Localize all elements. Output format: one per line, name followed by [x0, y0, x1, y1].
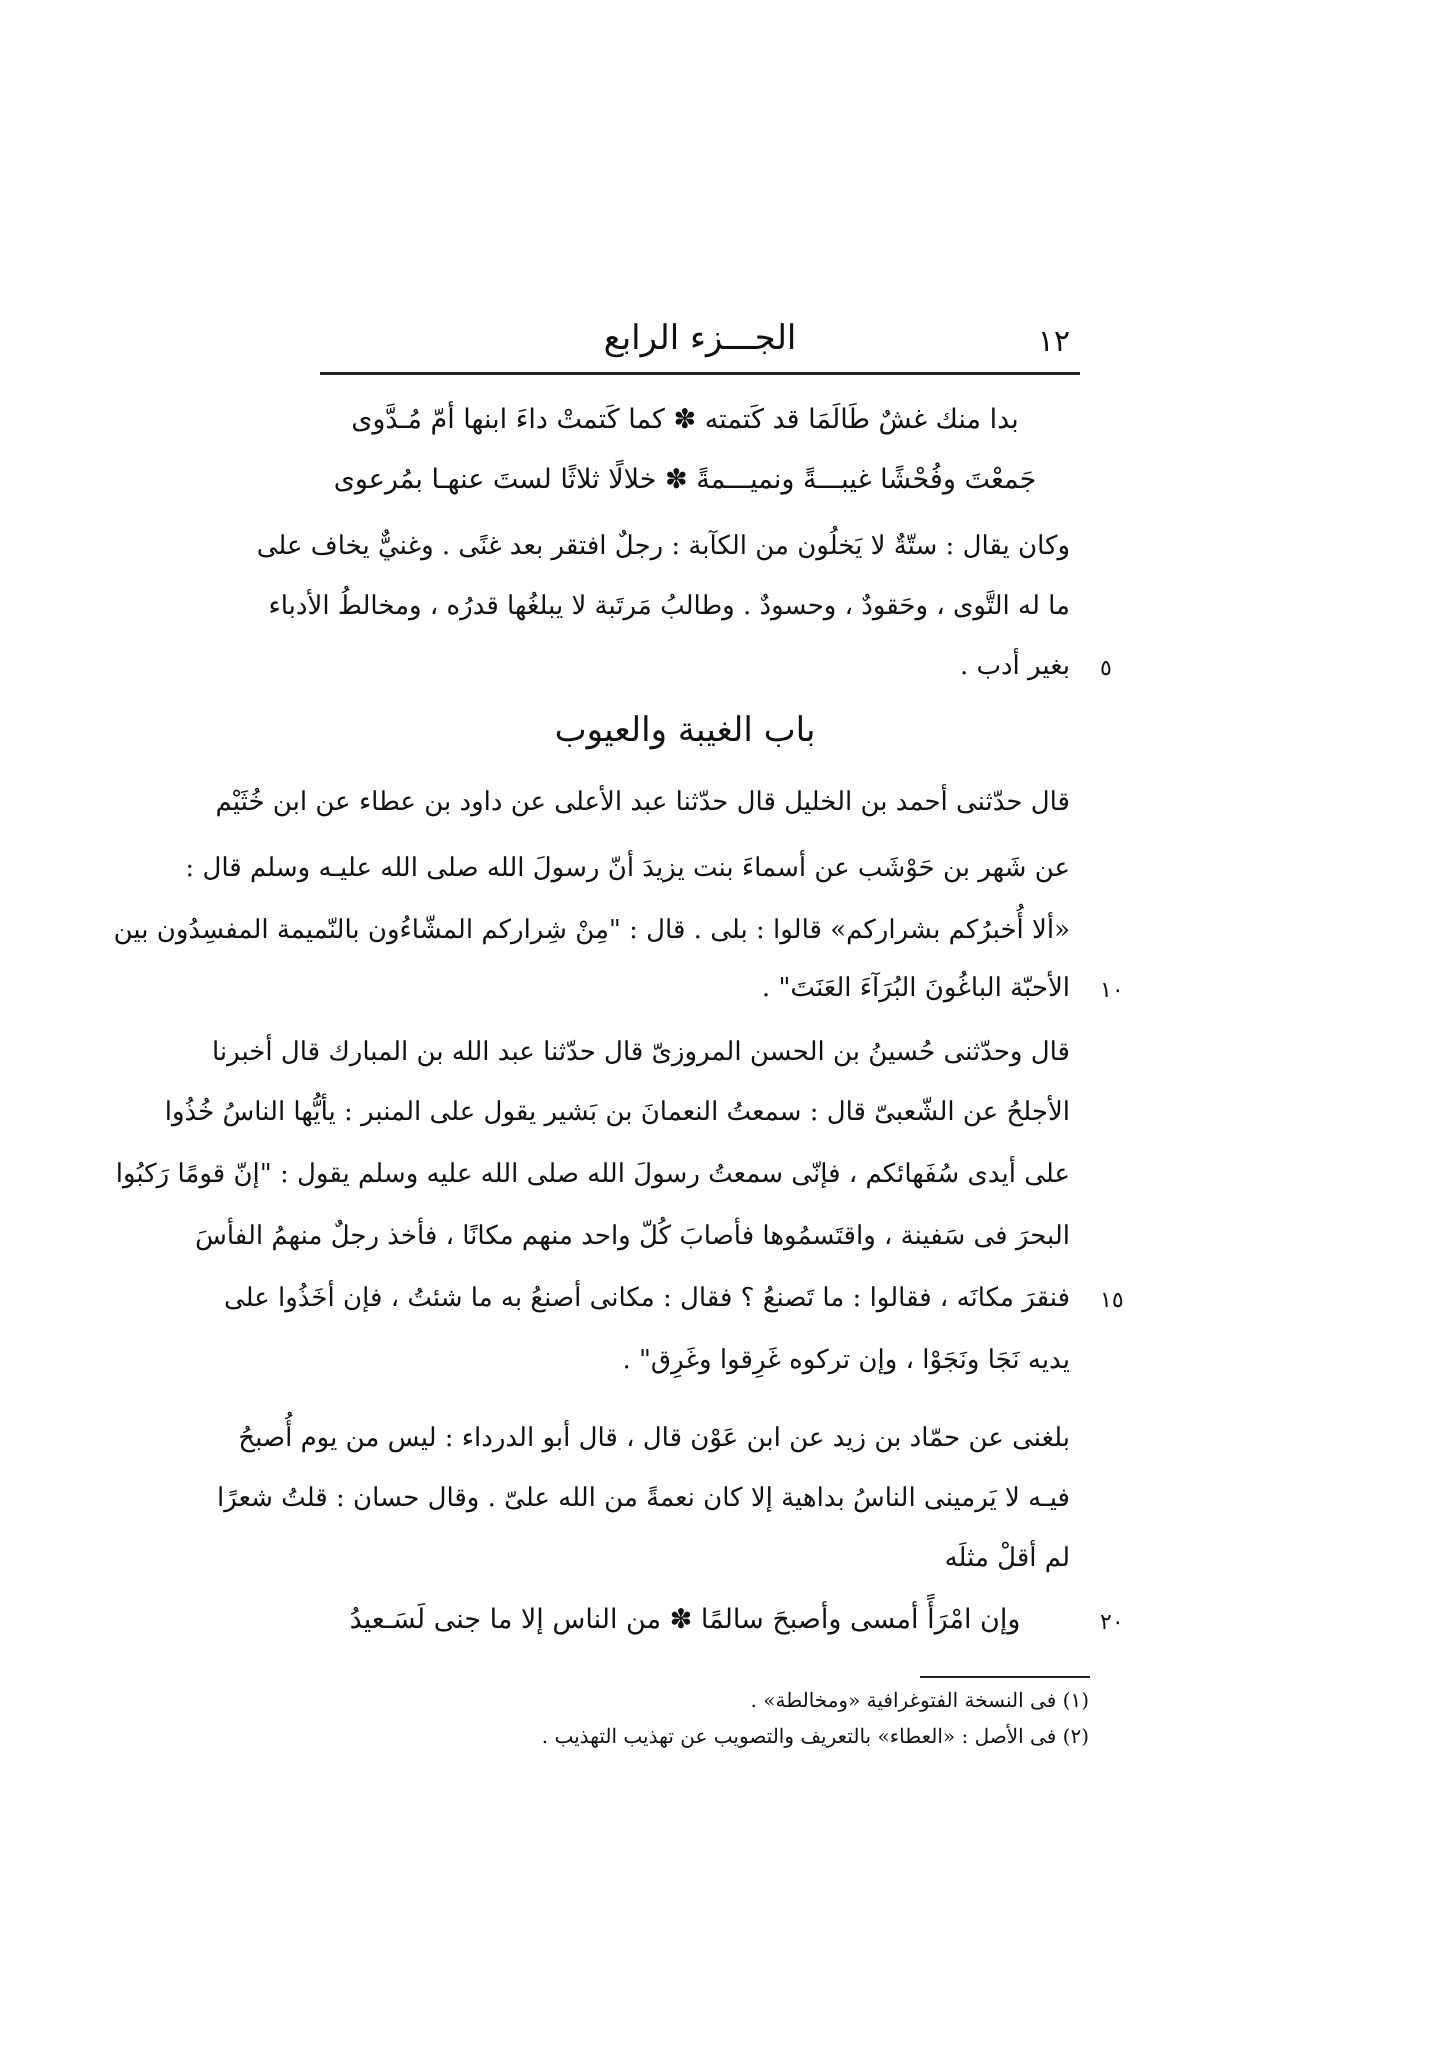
text-line: الأحبّة الباغُونَ البُرَآءَ العَنَتَ" . [761, 973, 1070, 1003]
text-line: يديه نَجَا ونَجَوْا ، وإن تركوه غَرِقوا وغَرِق" . [622, 1345, 1070, 1375]
text-line: قال وحدّثنى حُسينُ بن الحسن المروزىّ قال حدّثنا عبد الله بن المبارك قال أخبرنا [211, 1037, 1070, 1067]
text-line: بغير أدب . [959, 651, 1070, 681]
verse-line-3: وإن امْرَأً أمسى وأصبحَ سالمًا ✽ من الناس إلا ما جنى لَسَـعيدُ [349, 1604, 1021, 1635]
verse-line-1: بدا منك غشٌ طَالَمَا قد كَتمته ✽ كما كَتمتْ داءَ ابنها أمّ مُـدَّوى [351, 404, 1019, 435]
text-line: فنقرَ مكانَه ، فقالوا : ما تَصنعُ ؟ فقال : مكانى أصنعُ به ما شئتُ ، فإن أخَذُوا على [223, 1283, 1070, 1313]
text-line: لم أقلْ مثلَه [944, 1543, 1070, 1573]
line-number: ٢٠ [1100, 1610, 1124, 1635]
line-number: ١٠ [1100, 978, 1124, 1003]
line-number: ٥ [1100, 656, 1112, 681]
section-title: باب الغيبة والعيوب [554, 710, 816, 750]
header-rule [320, 372, 1080, 375]
line-number: ١٥ [1100, 1288, 1124, 1313]
text-line: ما له التَّوى ، وحَقودٌ ، وحسودٌ . وطالبُ مَرتَبة لا يبلغُها قدرُه ، ومخالطُ الأدباء [268, 591, 1070, 621]
running-title: الجـــزء الرابع [603, 318, 797, 358]
page-number: ١٢ [1037, 324, 1070, 359]
footnote-1: (١) فى النسخة الفتوغرافية «ومخالطة» . [750, 1688, 1089, 1712]
footnote-rule [920, 1676, 1090, 1678]
verse-line-2: جَمعْتَ وفُحْشًا غيبـــةً ونميـــمةً ✽ خلالًا ثلاثًا لستَ عنهـا بمُرعوى [333, 464, 1037, 495]
text-line: بلغنى عن حمّاد بن زيد عن ابن عَوْن قال ، قال أبو الدرداء : ليس من يوم أُصبحُ [238, 1423, 1070, 1453]
text-line: الأجلحُ عن الشّعبىّ قال : سمعتُ النعمانَ بن بَشير يقول على المنبر : يأيُّها الناسُ خُذُوا [164, 1097, 1070, 1127]
text-line: البحرَ فى سَفينة ، واقتَسمُوها فأصابَ كُلّ واحد منهم مكانًا ، فأخذ رجلٌ منهمُ الفأسَ [195, 1221, 1070, 1251]
text-line: قال حدّثنى أحمد بن الخليل قال حدّثنا عبد الأعلى عن داود بن عطاء عن ابن خُثَيْم [215, 787, 1070, 817]
text-line: «ألا أُخبرُكم بشراركم» قالوا : بلى . قال : "مِنْ شِراركم المشّاءُون بالنّميمة المفسِدُون بين [113, 915, 1070, 945]
footnote-2: (٢) فى الأصل : «العطاء» بالتعريف والتصويب عن تهذيب التهذيب . [541, 1724, 1089, 1748]
text-line: وكان يقال : ستّةٌ لا يَخلُون من الكآبة : رجلٌ افتقر بعد غنًى . وغنيٌّ يخاف على [256, 531, 1070, 561]
page-header [320, 318, 1080, 374]
text-line: فيـه لا يَرمينى الناسُ بداهية إلا كان نعمةً من الله علىّ . وقال حسان : قلتُ شعرًا [217, 1483, 1070, 1513]
text-line: على أيدى سُفَهائكم ، فإنّى سمعتُ رسولَ الله صلى الله عليه وسلم يقول : "إنّ قومًا رَكبُوا [115, 1159, 1070, 1189]
text-line: عن شَهر بن حَوْشَب عن أسماءَ بنت يزيدَ أنّ رسولَ الله صلى الله عليـه وسلم قال : [185, 853, 1070, 883]
